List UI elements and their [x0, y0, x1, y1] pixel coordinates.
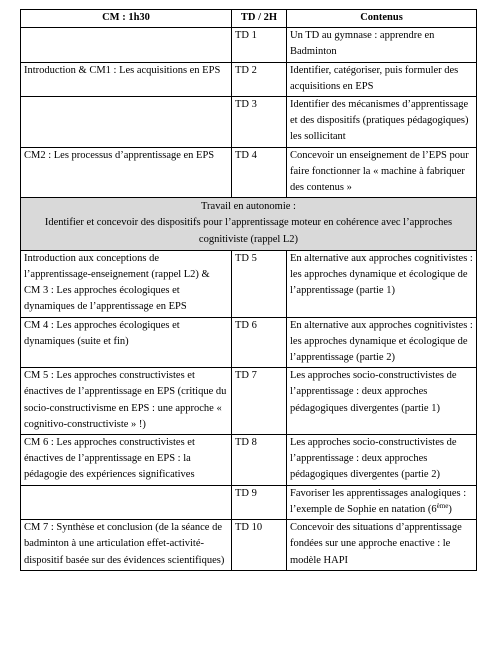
td-cell: TD 8 — [232, 435, 287, 486]
content-cell — [287, 485, 477, 519]
autonomy-title: Travail en autonomie : — [201, 201, 296, 213]
td-cell: TD 1 — [232, 28, 287, 62]
course-schedule-table — [20, 9, 477, 571]
autonomy-cell — [21, 198, 477, 251]
content-cell: Un TD au gymnase : apprendre en Badminton — [287, 28, 477, 62]
td-cell: TD 4 — [232, 147, 287, 198]
td-cell: TD 6 — [232, 317, 287, 368]
td-cell: TD 9 — [232, 485, 287, 519]
cm-cell: CM2 : Les processus d’apprentissage en EPS — [21, 147, 232, 198]
table-row — [21, 435, 477, 486]
table-row — [21, 485, 477, 519]
table-row — [21, 317, 477, 368]
content-cell: Les approches socio-constructivistes de l’apprentissage : deux approches pédagogiques divergentes (partie 2) — [287, 435, 477, 486]
cm-cell — [21, 28, 232, 62]
autonomy-row — [21, 198, 477, 251]
content-cell: En alternative aux approches cognitivistes : les approches dynamique et écologique de l’apprentissage (partie 2) — [287, 317, 477, 368]
td-cell: TD 3 — [232, 97, 287, 148]
td-cell: TD 5 — [232, 250, 287, 317]
cm-cell: CM 5 : Les approches constructivistes et énactives de l’apprentissage en EPS (critique du socio-constructivisme en EPS : une approche « cognitivo-constructiviste » !) — [21, 368, 232, 435]
cm-cell — [21, 97, 232, 148]
header-cm: CM : 1h30 — [21, 10, 232, 28]
table-row — [21, 520, 477, 571]
td-cell: TD 10 — [232, 520, 287, 571]
cm-cell: CM 4 : Les approches écologiques et dynamiques (suite et fin) — [21, 317, 232, 368]
cm-cell — [21, 485, 232, 519]
cm-cell: Introduction aux conceptions de l’apprentissage-enseignement (rappel L2) & CM 3 : Les approches écologiques et dynamiques de l’apprentissage en EPS — [21, 250, 232, 317]
content-cell: Les approches socio-constructivistes de l’apprentissage : deux approches pédagogiques divergentes (partie 1) — [287, 368, 477, 435]
cm-cell: CM 7 : Synthèse et conclusion (de la séance de badminton à une articulation effet-activité-dispositif basée sur des évidences scientifiques) — [21, 520, 232, 571]
table-row — [21, 28, 477, 62]
content-cell: Identifier, catégoriser, puis formuler des acquisitions en EPS — [287, 62, 477, 96]
cm-cell: Introduction & CM1 : Les acquisitions en EPS — [21, 62, 232, 96]
cm-cell: CM 6 : Les approches constructivistes et énactives de l’apprentissage en EPS : la pédagogie des expériences significatives — [21, 435, 232, 486]
table-row — [21, 368, 477, 435]
content-cell: Concevoir un enseignement de l’EPS pour faire fonctionner la « machine à fabriquer des contenus » — [287, 147, 477, 198]
table-row — [21, 147, 477, 198]
content-cell: Concevoir des situations d’apprentissage fondées sur une approche enactive : le modèle HAPI — [287, 520, 477, 571]
superscript-text: ème — [436, 501, 449, 510]
header-contenus: Contenus — [287, 10, 477, 28]
table-row — [21, 62, 477, 96]
autonomy-text: Identifier et concevoir des dispositifs pour l’apprentissage moteur en cohérence avec l’approches cognitiviste (rappel L2) — [44, 217, 453, 245]
header-row — [21, 10, 477, 28]
content-cell: En alternative aux approches cognitivistes : les approches dynamique et écologique de l’apprentissage (partie 1) — [287, 250, 477, 317]
td-cell: TD 7 — [232, 368, 287, 435]
content-close: ) — [448, 503, 452, 515]
content-text: Favoriser les apprentissages analogiques : l’exemple de Sophie en natation (6 — [290, 487, 467, 515]
table-row — [21, 97, 477, 148]
td-cell: TD 2 — [232, 62, 287, 96]
content-cell: Identifier des mécanismes d’apprentissage et des dispositifs (pratiques pédagogiques) les sollicitant — [287, 97, 477, 148]
table-row — [21, 250, 477, 317]
header-td: TD / 2H — [232, 10, 287, 28]
